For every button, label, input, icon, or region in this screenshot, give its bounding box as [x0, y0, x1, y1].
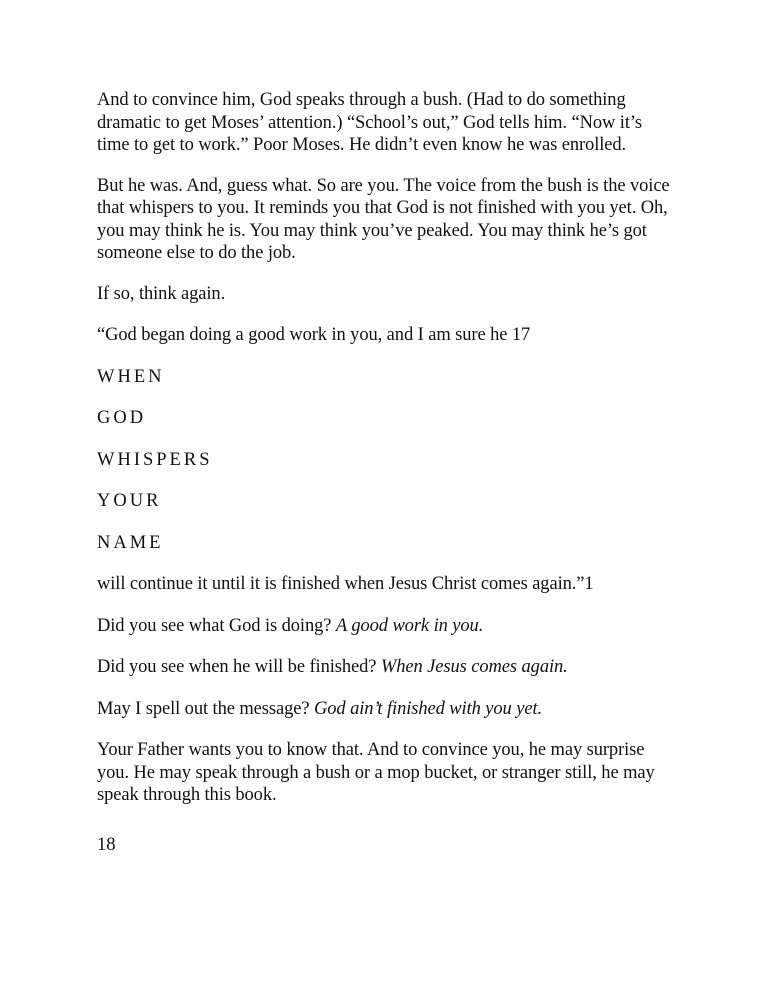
answer-text: God ain’t finished with you yet.	[314, 698, 543, 719]
paragraph-father-wants: Your Father wants you to know that. And to convince you, he may surprise you. He may speak through a bush or a mop bucket, or stranger still, he may speak through this book.	[97, 740, 655, 805]
question-text: Did you see what God is doing?	[97, 615, 336, 636]
answer-text: A good work in you.	[335, 615, 484, 636]
page-number: 18	[97, 835, 116, 855]
running-header-word-when: WHEN	[97, 366, 165, 387]
paragraph-burning-bush: And to convince him, God speaks through a bush. (Had to do something dramatic to get Moses’ attention.) “School’s out,” God tells him. “Now it’s time to get to work.” Poor Moses. He didn’t even know he was enrolled.	[97, 90, 643, 155]
running-header-word-whispers: WHISPERS	[97, 449, 213, 470]
paragraph-spell-out-message	[97, 698, 677, 721]
paragraph-voice-whispers: But he was. And, guess what. So are you. The voice from the bush is the voice that whispers to you. It reminds you that God is not finished with you yet. Oh, you may think he is. You may think you’ve peaked. You may think he’s got someone else to do the job.	[97, 175, 670, 263]
paragraph-quote-end: will continue it until it is finished when Jesus Christ comes again.”1	[97, 574, 594, 594]
question-text: May I spell out the message?	[97, 698, 314, 719]
page-body	[97, 89, 677, 825]
paragraph-what-god-is-doing	[97, 615, 677, 638]
answer-text: When Jesus comes again.	[380, 657, 568, 677]
running-header-word-god: GOD	[97, 408, 147, 428]
paragraph-when-finished	[97, 656, 677, 679]
question-text: Did you see when he will be finished?	[97, 657, 381, 677]
paragraph-quote-start: “God began doing a good work in you, and I am sure he 17	[97, 325, 531, 345]
running-header-word-name: NAME	[97, 532, 164, 553]
paragraph-think-again: If so, think again.	[97, 283, 226, 304]
running-header-word-your: YOUR	[97, 491, 162, 511]
